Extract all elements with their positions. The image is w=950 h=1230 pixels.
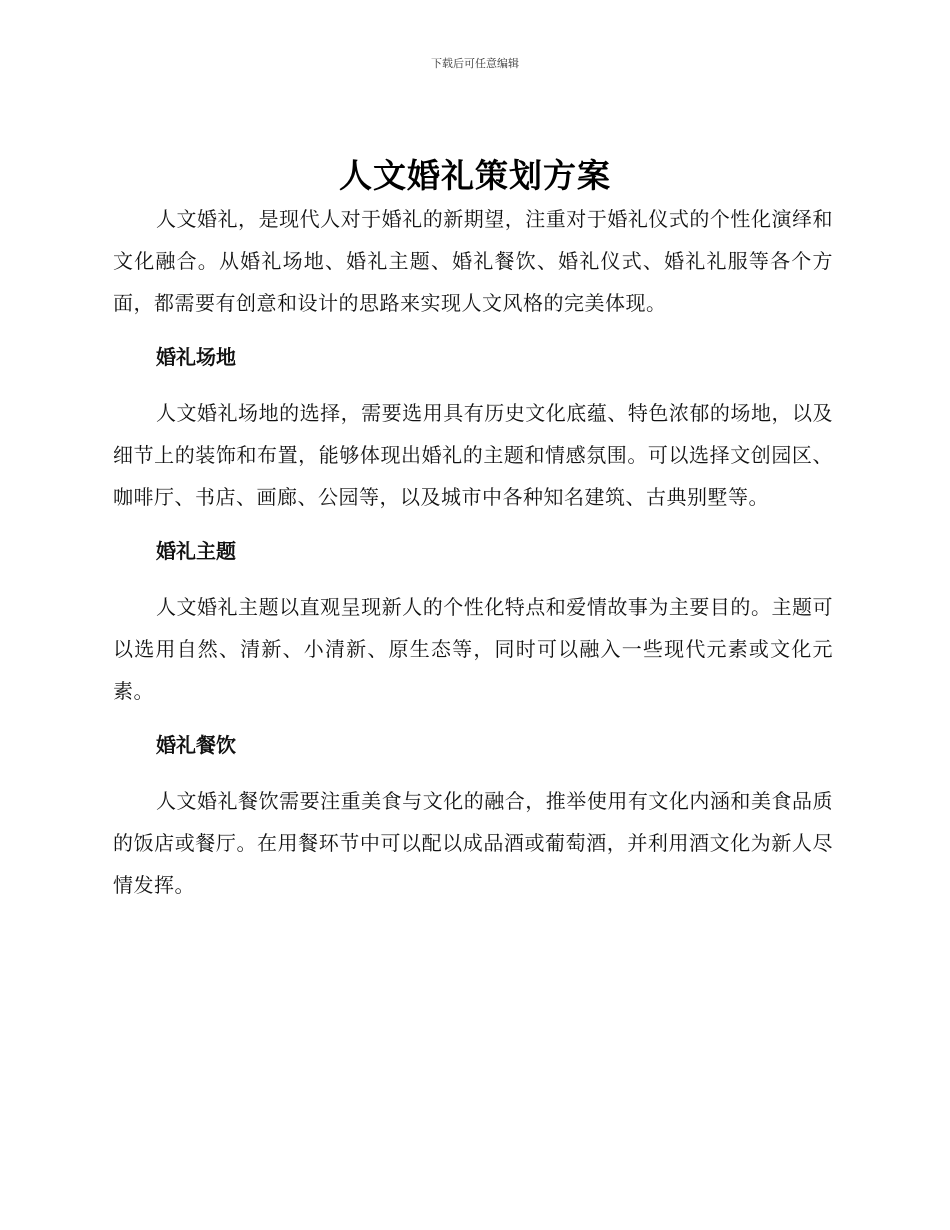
document-title: 人文婚礼策划方案 xyxy=(339,156,611,195)
header-note: 下载后可任意编辑 xyxy=(431,57,519,70)
section-heading-theme: 婚礼主题 xyxy=(156,539,236,563)
section-heading-catering: 婚礼餐饮 xyxy=(156,733,236,757)
document-body xyxy=(113,198,833,906)
section-heading-venue: 婚礼场地 xyxy=(156,345,236,369)
intro-paragraph: 人文婚礼，是现代人对于婚礼的新期望，注重对于婚礼仪式的个性化演绎和文化融合。从婚礼场地、婚礼主题、婚礼餐饮、婚礼仪式、婚礼礼服等各个方面，都需要有创意和设计的思路来实现人文风格的完美体现。 xyxy=(113,207,833,315)
section-paragraph-theme: 人文婚礼主题以直观呈现新人的个性化特点和爱情故事为主要目的。主题可以选用自然、清新、小清新、原生态等，同时可以融入一些现代元素或文化元素。 xyxy=(113,595,833,703)
section-paragraph-catering: 人文婚礼餐饮需要注重美食与文化的融合，推举使用有文化内涵和美食品质的饭店或餐厅。在用餐环节中可以配以成品酒或葡萄酒，并利用酒文化为新人尽情发挥。 xyxy=(113,789,833,897)
section-paragraph-venue: 人文婚礼场地的选择，需要选用具有历史文化底蕴、特色浓郁的场地，以及细节上的装饰和布置，能够体现出婚礼的主题和情感氛围。可以选择文创园区、咖啡厅、书店、画廊、公园等，以及城市中各种知名建筑、古典别墅等。 xyxy=(113,401,833,509)
